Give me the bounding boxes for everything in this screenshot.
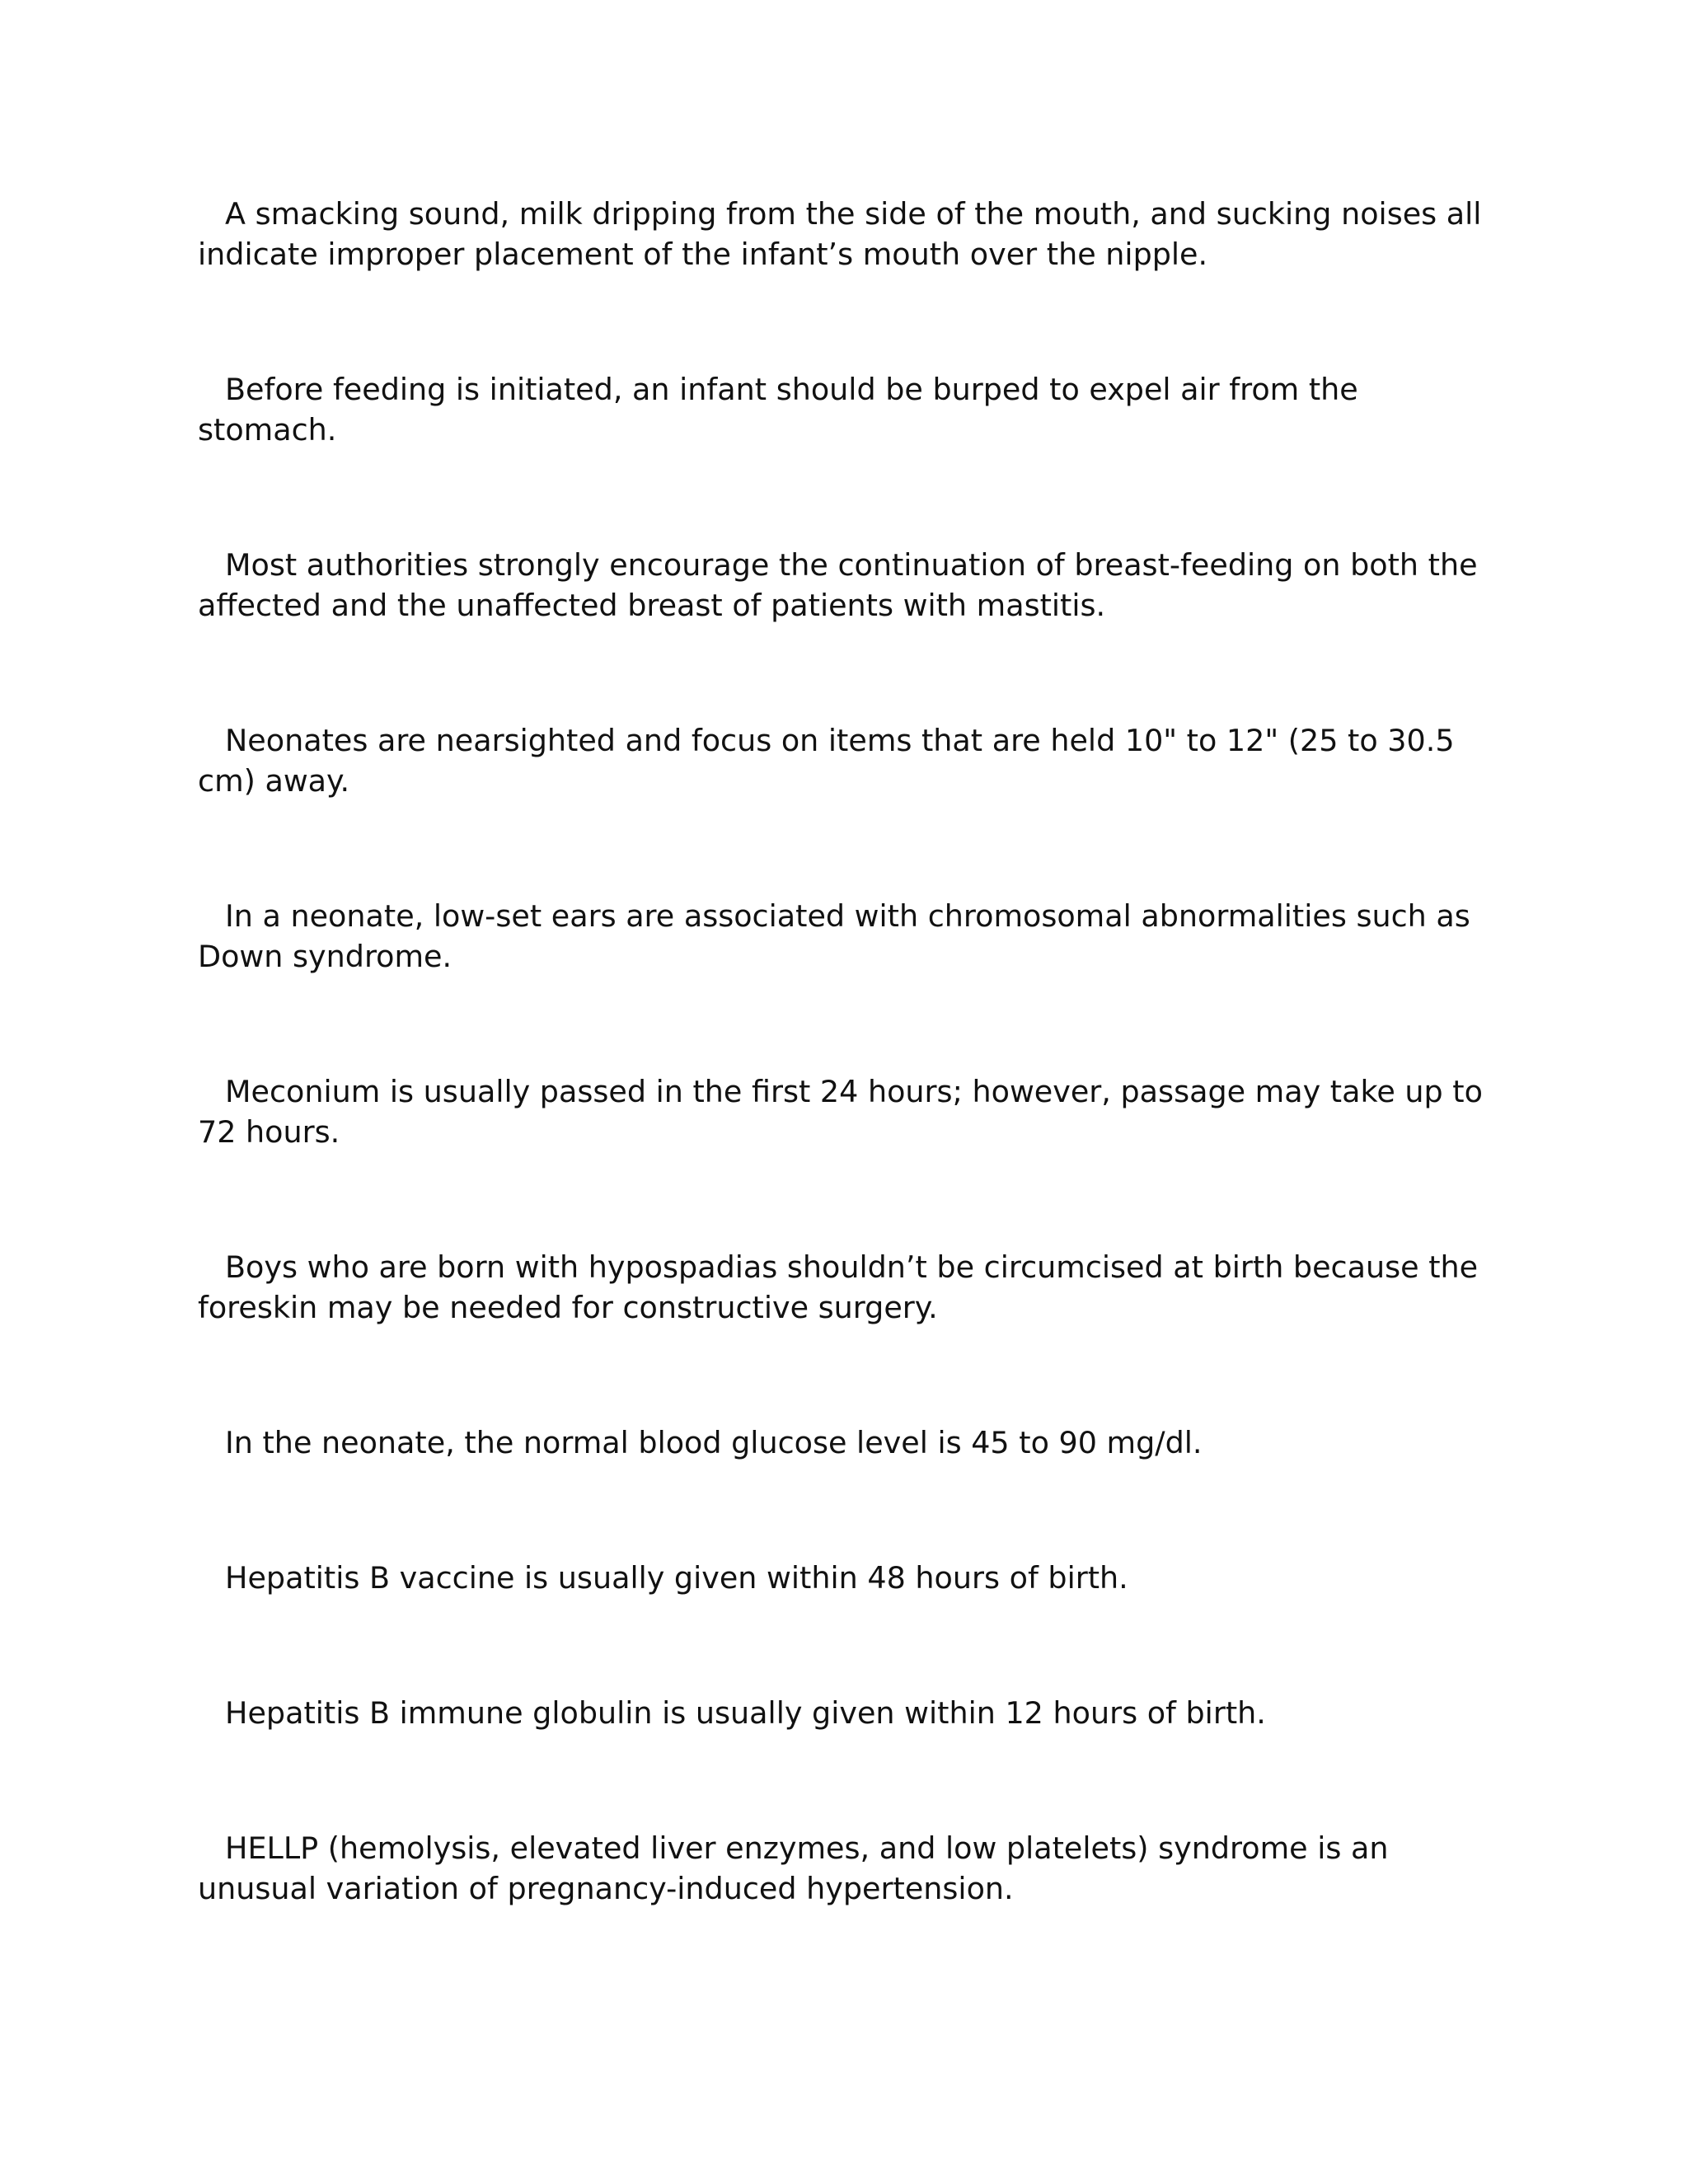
paragraph-5: In a neonate, low-set ears are associated with chromosomal abnormalities such as Down syndrome. [198,898,1470,974]
paragraph-8: In the neonate, the normal blood glucose level is 45 to 90 mg/dl. [225,1425,1203,1460]
paragraph-1: A smacking sound, milk dripping from the side of the mouth, and sucking noises all indicate improper placement of the infant’s mouth over the nipple. [198,196,1482,272]
paragraph-10: Hepatitis B immune globulin is usually given within 12 hours of birth. [225,1695,1266,1731]
paragraph-2: Before feeding is initiated, an infant should be burped to expel air from the stomach. [198,372,1358,448]
paragraph-4: Neonates are nearsighted and focus on items that are held 10" to 12" (25 to 30.5 cm) away. [198,723,1455,799]
paragraph-7: Boys who are born with hypospadias shouldn’t be circumcised at birth because the foreskin may be needed for constructive surgery. [198,1249,1479,1325]
paragraph-3: Most authorities strongly encourage the continuation of breast-feeding on both the affected and the unaffected breast of patients with mastitis. [198,547,1478,623]
paragraph-6: Meconium is usually passed in the first 24 hours; however, passage may take up to 72 hours. [198,1074,1483,1150]
paragraph-9: Hepatitis B vaccine is usually given within 48 hours of birth. [225,1560,1128,1596]
paragraph-11: HELLP (hemolysis, elevated liver enzymes, and low platelets) syndrome is an unusual variation of pregnancy-induced hypertension. [198,1830,1389,1906]
